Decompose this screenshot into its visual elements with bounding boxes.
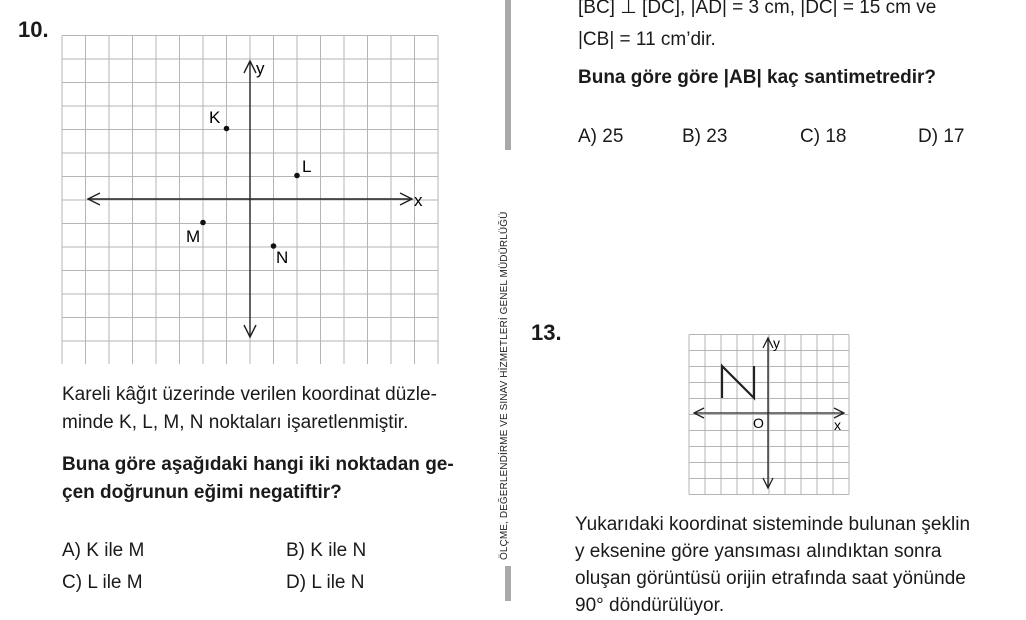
point-l (294, 173, 300, 179)
q13-desc-line3: oluşan görüntüsü orijin etrafında saat yönünde (575, 568, 966, 589)
column-divider-bottom (505, 566, 511, 601)
q12-option-a: A) 25 (578, 126, 624, 147)
point-m (200, 220, 206, 226)
q10-x-label: x (414, 191, 423, 210)
sidebar-text: ÖLÇME, DEĞERLENDİRME VE SINAV HİZMETLERİ GENEL MÜDÜRLÜĞÜ (499, 211, 510, 560)
q13-y-label: y (773, 335, 780, 351)
q10-option-d: D) L ile N (286, 572, 365, 593)
point-l-label: L (302, 157, 312, 176)
q13-number: 13. (531, 320, 562, 345)
point-k-label: K (209, 108, 221, 127)
q13-origin-label: O (753, 415, 764, 431)
q10-y-label: y (256, 59, 265, 78)
q10-option-a: A) K ile M (62, 540, 145, 561)
given-text: [BC] ⊥ [DC], |AD| = 3 cm, |DC| = 15 cm ve (578, 0, 937, 18)
q12-question: Buna göre göre |AB| kaç santimetredir? (578, 67, 936, 88)
point-n-label: N (276, 248, 289, 267)
q13-desc-line4: 90° döndürülüyor. (575, 595, 725, 616)
q12-option-c: C) 18 (800, 126, 847, 147)
q13-x-label: x (834, 417, 841, 433)
q10-number: 10. (18, 17, 49, 42)
column-divider-top (505, 0, 511, 150)
q10-coordinate-grid (60, 34, 440, 364)
q10-option-c: C) L ile M (62, 572, 143, 593)
q10-desc-line1: Kareli kâğıt üzerinde verilen koordinat düzle- (62, 384, 437, 405)
q10-option-b: B) K ile N (286, 540, 367, 561)
q10-question-line1: Buna göre aşağıdaki hangi iki noktadan ge- (62, 454, 454, 475)
point-m-label: M (186, 227, 201, 246)
q12-option-d: D) 17 (918, 126, 965, 147)
q13-desc-line1: Yukarıdaki koordinat sisteminde bulunan şeklin (575, 514, 971, 535)
given-text-2: |CB| = 11 cm’dir. (578, 29, 716, 50)
q10-question-line2: çen doğrunun eğimi negatiftir? (62, 482, 342, 503)
q13-coordinate-grid (688, 334, 850, 496)
q13-desc-line2: y eksenine göre yansıması alındıktan sonra (575, 541, 942, 562)
point-k (224, 126, 230, 132)
q12-option-b: B) 23 (682, 126, 728, 147)
q10-desc-line2: minde K, L, M, N noktaları işaretlenmiştir. (62, 412, 409, 433)
